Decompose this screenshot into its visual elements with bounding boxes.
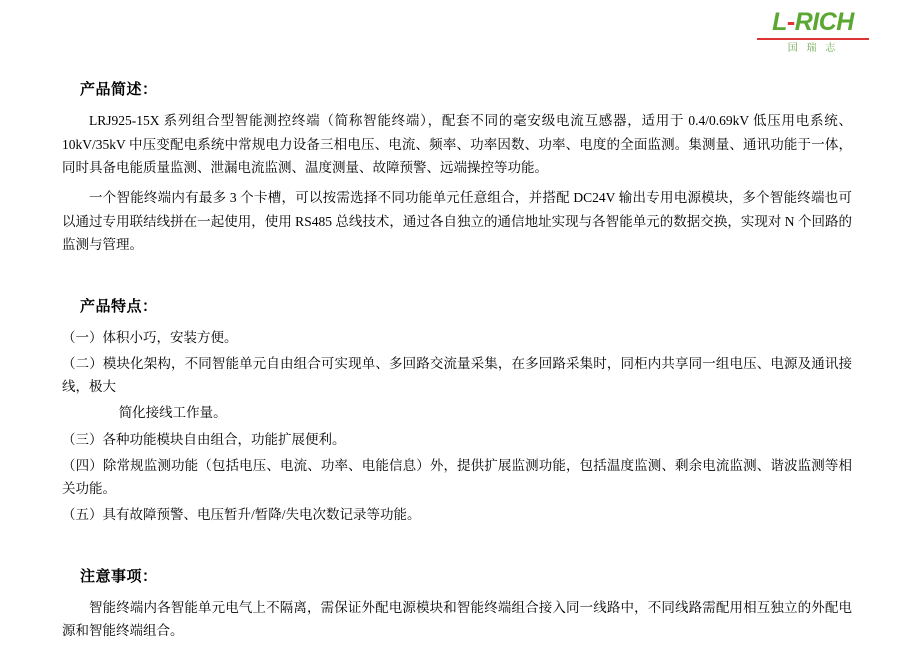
logo-divider <box>757 38 869 40</box>
section-title-overview: 产品简述： <box>80 80 158 98</box>
logo-word-rich: RICH <box>794 8 854 36</box>
section-overview <box>62 78 852 257</box>
logo-wordmark <box>748 10 878 35</box>
feature-item-2: （二）模块化架构，不同智能单元自由组合可实现单、多回路交流量采集，在多回路采集时，同柜内共享同一组电压、电源及通讯接线，极大 <box>62 355 852 395</box>
feature-item-4: （四）除常规监测功能（包括电压、电流、功率、电能信息）外，提供扩展监测功能，包括温度监测、剩余电流监测、谐波监测等相关功能。 <box>62 457 852 497</box>
section-title-notes: 注意事项： <box>80 566 158 585</box>
section-features <box>62 295 852 527</box>
logo-chinese-name: 国 瑞 志 <box>787 43 839 54</box>
section-notes <box>62 565 852 643</box>
overview-paragraph-1: LRJ925-15X 系列组合型智能测控终端（简称智能终端），配套不同的毫安级电流互感器，适用于 0.4/0.69kV 低压用电系统、10kV/35kV 中压变配电系统中常规电力设备三相电压、电流、频率、功率因数、功率、电度的全面监测。集测量、通讯功能于一体，同时具备电能质量监测、泄漏电流监测、温度测量、故障预警、远端操控等功能。 <box>62 113 852 176</box>
spacer-2 <box>62 545 852 565</box>
logo-dash: - <box>786 8 795 36</box>
feature-item-3: （三）各种功能模块自由组合，功能扩展便利。 <box>62 431 346 447</box>
logo-letter-l: L <box>772 8 787 36</box>
overview-paragraph-2: 一个智能终端内有最多 3 个卡槽，可以按需选择不同功能单元任意组合，并搭配 DC24V 输出专用电源模块，多个智能终端也可以通过专用联结线拼在一起使用，使用 RS485 总线技术，通过各自独立的通信地址实现与各智能单元的数据交换，实现对 N 个回路的监测与管理。 <box>62 189 852 253</box>
spacer-1 <box>62 275 852 295</box>
document-body <box>62 78 852 661</box>
logo-chinese-wrap <box>748 44 878 54</box>
feature-item-5: （五）具有故障预警、电压暂升/暂降/失电次数记录等功能。 <box>62 507 421 523</box>
feature-item-2-continued: 简化接线工作量。 <box>118 405 227 421</box>
feature-item-1: （一）体积小巧，安装方便。 <box>62 329 238 345</box>
section-title-features: 产品特点： <box>80 296 158 315</box>
company-logo <box>748 10 878 54</box>
notes-paragraph-1: 智能终端内各智能单元电气上不隔离，需保证外配电源模块和智能终端组合接入同一线路中，不同线路需配用相互独立的外配电源和智能终端组合。 <box>62 599 852 639</box>
